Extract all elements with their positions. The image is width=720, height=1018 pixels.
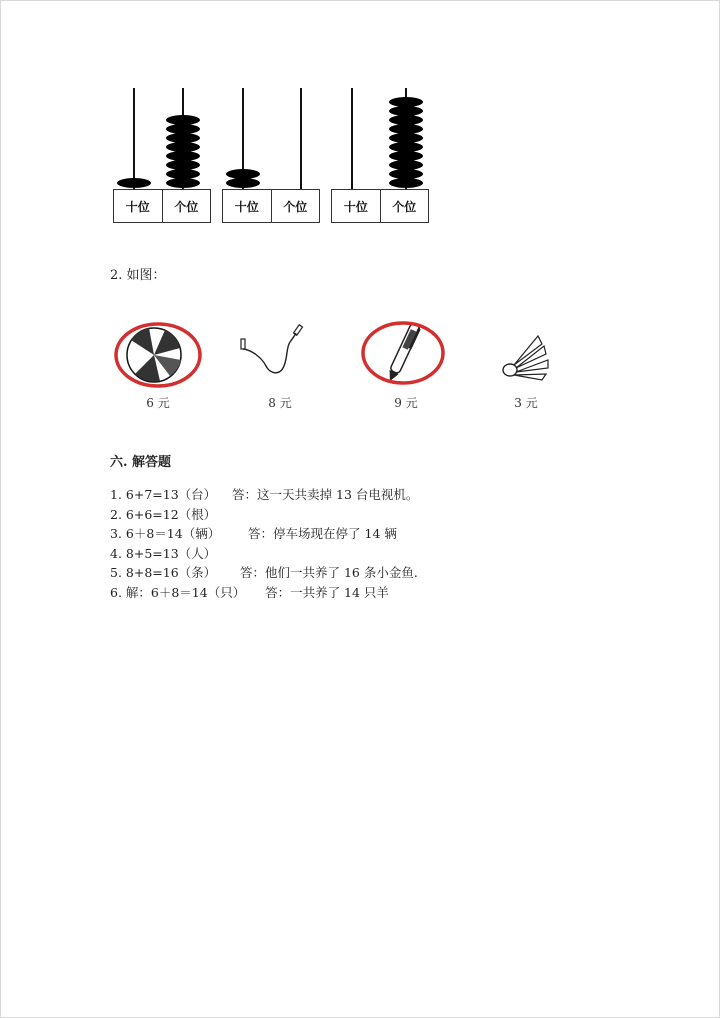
abacus-1	[113, 88, 211, 224]
tens-bead	[117, 178, 151, 188]
abacus-3	[331, 88, 429, 224]
ones-bead	[389, 97, 423, 107]
abacus-2	[222, 88, 320, 224]
ones-bead	[389, 151, 423, 161]
ones-label: 个位	[380, 190, 429, 222]
ball-icon	[110, 318, 206, 392]
tens-label: 十位	[125, 199, 150, 214]
tens-label: 十位	[343, 199, 368, 214]
shuttlecock-icon	[478, 318, 574, 392]
ones-bead	[389, 115, 423, 125]
tens-bead	[226, 169, 260, 179]
tens-rod	[351, 88, 353, 189]
tens-bead	[226, 178, 260, 188]
ones-bead	[389, 169, 423, 179]
ones-bead	[166, 124, 200, 134]
ones-bead	[166, 160, 200, 170]
pen-icon	[358, 318, 454, 392]
answer-line-2: 2. 6+6=12（根）	[110, 506, 217, 522]
ones-bead	[389, 124, 423, 134]
ones-bead	[166, 169, 200, 179]
item-shuttlecock	[478, 318, 574, 412]
ones-bead	[389, 160, 423, 170]
ones-label: 个位	[162, 190, 211, 222]
item-ball	[110, 318, 206, 412]
ones-bead	[389, 133, 423, 143]
ones-bead	[166, 151, 200, 161]
ones-bead	[389, 178, 423, 188]
section-6-heading: 六. 解答题	[110, 455, 172, 470]
answer-line-1: 1. 6+7=13（台） 答：这一天共卖掉 13 台电视机。	[110, 487, 419, 502]
tens-rod	[133, 88, 135, 189]
ones-bead	[166, 133, 200, 143]
item-pen	[358, 318, 454, 412]
ones-bead	[389, 142, 423, 152]
ones-label: 个位	[271, 190, 320, 222]
price-label: 9 元	[394, 396, 418, 410]
price-label: 8 元	[268, 396, 292, 410]
ones-bead	[389, 106, 423, 116]
answer-line-5: 5. 8+8=16（条） 答：他们一共养了 16 条小金鱼.	[110, 565, 418, 580]
answer-list	[110, 485, 418, 602]
answer-line-6: 6. 解：6＋8＝14（只） 答：一共养了 14 只羊	[110, 584, 389, 600]
price-label: 3 元	[514, 396, 538, 410]
ones-bead	[166, 115, 200, 125]
jump-rope-icon	[232, 318, 328, 392]
ones-rod	[300, 88, 302, 189]
question-2-label: 2. 如图：	[110, 268, 166, 283]
ones-bead	[166, 178, 200, 188]
tens-label: 十位	[234, 199, 259, 214]
ones-bead	[166, 142, 200, 152]
answer-line-3: 3. 6＋8＝14（辆） 答：停车场现在停了 14 辆	[110, 526, 397, 541]
item-jump-rope	[232, 318, 328, 412]
place-value-table	[113, 189, 211, 223]
price-label: 6 元	[146, 396, 170, 410]
place-value-table	[222, 189, 320, 223]
answer-line-4: 4. 8+5=13（人）	[110, 545, 217, 561]
place-value-table	[331, 189, 429, 223]
